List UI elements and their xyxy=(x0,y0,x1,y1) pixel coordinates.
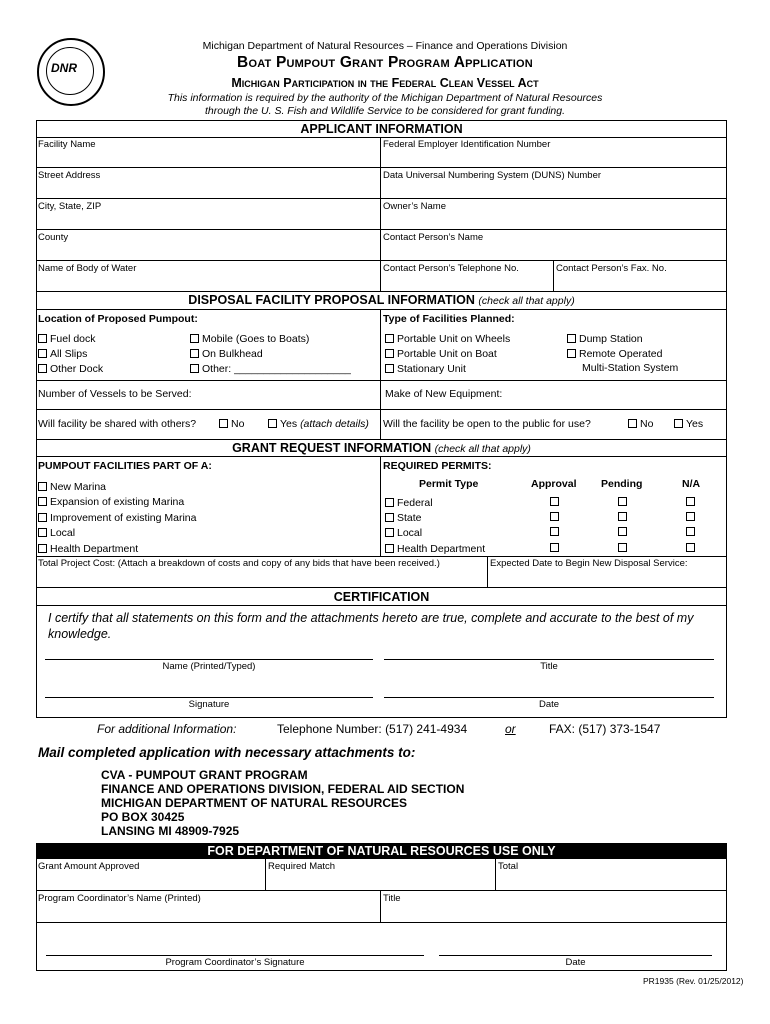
divider xyxy=(36,260,727,261)
checkbox[interactable] xyxy=(38,513,47,522)
option-label: Health Department xyxy=(50,543,139,555)
checkbox[interactable] xyxy=(38,544,47,553)
grant-amount-field[interactable]: Grant Amount Approved xyxy=(38,861,140,872)
option-label: Remote Operated xyxy=(579,348,663,360)
duns-field[interactable]: Data Universal Numbering System (DUNS) Number xyxy=(383,170,602,181)
option-label: New Marina xyxy=(50,481,107,493)
option-label: Yes xyxy=(280,418,298,430)
divider xyxy=(380,890,381,922)
contact-name-field[interactable]: Contact Person’s Name xyxy=(383,232,484,243)
expected-date-field[interactable]: Expected Date to Begin New Disposal Service: xyxy=(490,558,688,569)
address-line: PO BOX 30425 xyxy=(101,810,185,824)
divider xyxy=(265,859,266,890)
option-label: Federal xyxy=(397,497,433,509)
federal-na-checkbox[interactable] xyxy=(686,497,695,506)
coordinator-date-line[interactable] xyxy=(439,955,712,956)
option-label: Portable Unit on Boat xyxy=(397,348,497,360)
type-label: Type of Facilities Planned: xyxy=(383,313,515,325)
option-label: All Slips xyxy=(50,348,88,360)
option-label: Other Dock xyxy=(50,363,104,375)
checkbox[interactable] xyxy=(38,482,47,491)
coordinator-date-label: Date xyxy=(565,957,586,968)
address-line: FINANCE AND OPERATIONS DIVISION, FEDERAL AID SECTION xyxy=(101,782,465,796)
permit-local[interactable] xyxy=(385,527,422,539)
mail-instruction: Mail completed application with necessary attachments to: xyxy=(38,745,416,760)
coordinator-signature-label: Program Coordinator’s Signature xyxy=(165,957,305,968)
option-label: Stationary Unit xyxy=(397,363,466,375)
health-approval-checkbox[interactable] xyxy=(550,543,559,552)
permit-health-department[interactable] xyxy=(385,543,485,555)
option-label: Health Department xyxy=(397,543,486,555)
checkbox[interactable] xyxy=(190,349,199,358)
authority-note-line1: This information is required by the authority of the Michigan Department of Natural Resources xyxy=(167,92,603,104)
applicant-section-title: APPLICANT INFORMATION xyxy=(300,122,463,136)
option-label: No xyxy=(231,418,245,430)
divider xyxy=(36,380,727,381)
or-separator: or xyxy=(505,722,516,736)
dnr-use-title: FOR DEPARTMENT OF NATURAL RESOURCES USE ONLY xyxy=(36,843,727,859)
health-department-option[interactable] xyxy=(38,543,138,555)
option-label: Fuel dock xyxy=(50,333,96,345)
coordinator-title-field[interactable]: Title xyxy=(383,893,401,904)
divider xyxy=(36,922,727,923)
divider xyxy=(495,859,496,890)
contact-phone-field[interactable]: Contact Person’s Telephone No. xyxy=(383,263,519,274)
form-number: PR1935 (Rev. 01/25/2012) xyxy=(643,976,744,986)
checkbox[interactable] xyxy=(38,334,47,343)
new-marina-option[interactable] xyxy=(38,481,106,493)
divider xyxy=(36,291,727,292)
required-permits-label: REQUIRED PERMITS: xyxy=(383,460,492,472)
checkbox[interactable] xyxy=(385,513,394,522)
option-label: No xyxy=(640,418,654,430)
all-slips-option[interactable] xyxy=(38,348,87,360)
name-signature-line[interactable] xyxy=(45,659,373,660)
city-state-zip-field[interactable]: City, State, ZIP xyxy=(38,201,102,212)
divider xyxy=(36,409,727,410)
checkbox[interactable] xyxy=(385,544,394,553)
portable-boat-option[interactable] xyxy=(385,348,497,360)
checkbox[interactable] xyxy=(567,349,576,358)
shared-no-option[interactable] xyxy=(219,418,244,430)
na-header: N/A xyxy=(682,478,701,490)
grant-note: (check all that apply) xyxy=(434,443,531,455)
required-match-field[interactable]: Required Match xyxy=(268,861,336,872)
checkbox[interactable] xyxy=(385,334,394,343)
stationary-unit-option[interactable] xyxy=(385,363,466,375)
address-line: LANSING MI 48909-7925 xyxy=(101,824,240,838)
option-label: On Bulkhead xyxy=(202,348,263,360)
street-address-field[interactable]: Street Address xyxy=(38,170,101,181)
coordinator-signature-line[interactable] xyxy=(46,955,424,956)
date-line[interactable] xyxy=(384,697,714,698)
divider xyxy=(36,198,727,199)
body-of-water-field[interactable]: Name of Body of Water xyxy=(38,263,137,274)
signature-line[interactable] xyxy=(45,697,373,698)
signature-label: Signature xyxy=(188,699,230,710)
mailing-address xyxy=(101,768,464,838)
authority-note xyxy=(0,92,770,118)
vessels-served-field[interactable]: Number of Vessels to be Served: xyxy=(38,388,192,400)
health-na-checkbox[interactable] xyxy=(686,543,695,552)
contact-fax-field[interactable]: Contact Person’s Fax. No. xyxy=(556,263,667,274)
public-question: Will the facility be open to the public for use? xyxy=(383,418,591,430)
disposal-section-title xyxy=(36,293,727,307)
disposal-title-text: DISPOSAL FACILITY PROPOSAL INFORMATION xyxy=(188,293,475,307)
divider xyxy=(553,260,554,291)
state-pending-checkbox[interactable] xyxy=(618,512,627,521)
form-title: Boat Pumpout Grant Program Application xyxy=(237,54,533,71)
checkbox[interactable] xyxy=(190,364,199,373)
state-na-checkbox[interactable] xyxy=(686,512,695,521)
grant-title-text: GRANT REQUEST INFORMATION xyxy=(232,441,432,455)
option-label: Expansion of existing Marina xyxy=(50,496,185,508)
public-no-option[interactable] xyxy=(628,418,653,430)
portable-wheels-option[interactable] xyxy=(385,333,510,345)
divider xyxy=(36,439,727,440)
address-line: CVA - PUMPOUT GRANT PROGRAM xyxy=(101,768,308,782)
permit-federal[interactable] xyxy=(385,497,433,509)
department-line: Michigan Department of Natural Resources – Finance and Operations Division xyxy=(202,40,568,52)
fein-field[interactable]: Federal Employer Identification Number xyxy=(383,139,551,150)
authority-note-line2: through the U. S. Fish and Wildlife Service to be considered for grant funding. xyxy=(204,105,566,117)
county-field[interactable]: County xyxy=(38,232,69,243)
name-printed-label: Name (Printed/Typed) xyxy=(162,661,256,672)
checkbox[interactable] xyxy=(385,498,394,507)
attach-note: (attach details) xyxy=(300,418,369,430)
total-field[interactable]: Total xyxy=(498,861,519,872)
form-subtitle: Michigan Participation in the Federal Clean Vessel Act xyxy=(231,76,539,90)
address-line: MICHIGAN DEPARTMENT OF NATURAL RESOURCES xyxy=(101,796,407,810)
local-na-checkbox[interactable] xyxy=(686,527,695,536)
checkbox[interactable] xyxy=(628,419,637,428)
option-label: Mobile (Goes to Boats) xyxy=(202,333,310,345)
other-location-option[interactable] xyxy=(190,363,351,375)
certification-section-title: CERTIFICATION xyxy=(333,590,430,604)
other-dock-option[interactable] xyxy=(38,363,103,375)
federal-approval-checkbox[interactable] xyxy=(550,497,559,506)
remote-operated-option[interactable] xyxy=(567,348,662,360)
fax-number: FAX: (517) 373-1547 xyxy=(549,722,661,736)
option-label: Improvement of existing Marina xyxy=(50,512,197,524)
improvement-marina-option[interactable] xyxy=(38,512,196,524)
title-signature-line[interactable] xyxy=(384,659,714,660)
title-label: Title xyxy=(540,661,558,672)
option-label: Local xyxy=(397,527,423,539)
shared-question: Will facility be shared with others? xyxy=(38,418,197,430)
divider xyxy=(36,229,727,230)
on-bulkhead-option[interactable] xyxy=(190,348,263,360)
federal-pending-checkbox[interactable] xyxy=(618,497,627,506)
divider xyxy=(36,309,727,310)
divider xyxy=(380,456,381,556)
disposal-note: (check all that apply) xyxy=(478,295,575,307)
pumpout-part-label: PUMPOUT FACILITIES PART OF A: xyxy=(38,460,212,472)
divider xyxy=(487,556,488,587)
option-label: Yes xyxy=(686,418,704,430)
checkbox[interactable] xyxy=(38,497,47,506)
equipment-make-field[interactable]: Make of New Equipment: xyxy=(385,388,503,400)
dump-station-option[interactable] xyxy=(567,333,643,345)
checkbox[interactable] xyxy=(38,528,47,537)
divider xyxy=(36,605,727,606)
checkbox[interactable] xyxy=(38,364,47,373)
health-pending-checkbox[interactable] xyxy=(618,543,627,552)
local-pending-checkbox[interactable] xyxy=(618,527,627,536)
additional-info-label: For additional Information: xyxy=(97,722,237,736)
local-approval-checkbox[interactable] xyxy=(550,527,559,536)
dnr-use-box xyxy=(36,843,727,971)
seal-text: DNR xyxy=(51,61,77,75)
checkbox[interactable] xyxy=(190,334,199,343)
mobile-option[interactable] xyxy=(190,333,309,345)
option-label: Portable Unit on Wheels xyxy=(397,333,511,345)
divider xyxy=(380,309,381,439)
permit-state[interactable] xyxy=(385,512,422,524)
coordinator-name-field[interactable]: Program Coordinator’s Name (Printed) xyxy=(38,893,201,904)
public-yes-option[interactable] xyxy=(674,418,703,430)
divider xyxy=(36,137,727,138)
option-label: Dump Station xyxy=(579,333,643,345)
divider xyxy=(36,556,727,557)
divider xyxy=(36,587,727,588)
divider xyxy=(36,167,727,168)
approval-header: Approval xyxy=(531,478,577,490)
telephone-number: Telephone Number: (517) 241-4934 xyxy=(277,722,468,736)
option-label: Other: ____________________ xyxy=(202,363,351,375)
permit-type-header: Permit Type xyxy=(419,478,479,490)
option-label: Local xyxy=(50,527,76,539)
location-label: Location of Proposed Pumpout: xyxy=(38,313,198,325)
local-option[interactable] xyxy=(38,527,75,539)
checkbox[interactable] xyxy=(268,419,277,428)
divider xyxy=(36,890,727,891)
pending-header: Pending xyxy=(601,478,643,490)
expansion-marina-option[interactable] xyxy=(38,496,184,508)
checkbox[interactable] xyxy=(674,419,683,428)
divider xyxy=(380,137,381,291)
facility-name-field[interactable]: Facility Name xyxy=(38,139,96,150)
state-approval-checkbox[interactable] xyxy=(550,512,559,521)
checkbox[interactable] xyxy=(38,349,47,358)
option-label: State xyxy=(397,512,422,524)
checkbox[interactable] xyxy=(385,349,394,358)
shared-yes-option[interactable] xyxy=(268,418,369,430)
total-project-cost-field[interactable]: Total Project Cost: (Attach a breakdown of costs and copy of any bids that have been received.) xyxy=(38,558,440,569)
multi-station-label: Multi-Station System xyxy=(582,362,679,374)
certification-statement: I certify that all statements on this form and the attachments hereto are true, complete and accurate to the best of my knowledge. xyxy=(48,611,694,641)
checkbox[interactable] xyxy=(385,364,394,373)
grant-section-title xyxy=(36,441,727,455)
divider xyxy=(36,456,727,457)
checkbox[interactable] xyxy=(385,528,394,537)
fuel-dock-option[interactable] xyxy=(38,333,96,345)
owner-name-field[interactable]: Owner’s Name xyxy=(383,201,447,212)
checkbox[interactable] xyxy=(219,419,228,428)
date-label: Date xyxy=(538,699,560,710)
checkbox[interactable] xyxy=(567,334,576,343)
